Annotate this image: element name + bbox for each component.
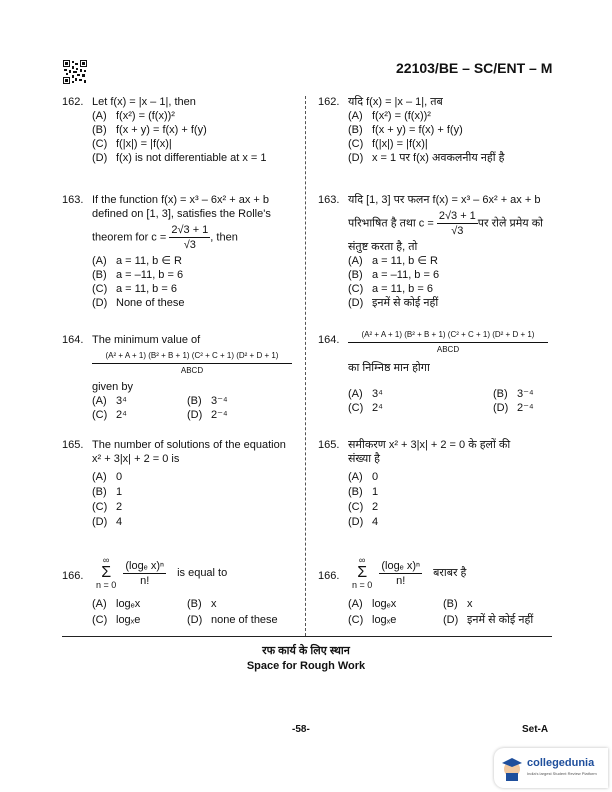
question-stem-line3: संतुष्ट करता है, तो bbox=[348, 241, 418, 253]
question-stem-line1: If the function f(x) = x³ – 6x² + ax + b bbox=[92, 194, 269, 206]
question-number: 163. bbox=[318, 194, 340, 206]
option-a[interactable]: (A) logₑx bbox=[92, 598, 141, 610]
question-number: 164. bbox=[62, 334, 84, 346]
option-c[interactable]: (C) 2 bbox=[92, 501, 123, 513]
question-stem-line2: given by bbox=[92, 381, 133, 393]
set-label: Set-A bbox=[522, 724, 549, 735]
option-d[interactable]: (D) इनमें से कोई नहीं bbox=[443, 614, 534, 626]
option-a[interactable]: (A) 0 bbox=[92, 471, 123, 483]
brand-tagline: India's largest Student Review Platform bbox=[527, 771, 597, 776]
option-a[interactable]: (A) f(x²) = (f(x))² bbox=[92, 110, 175, 122]
option-d[interactable]: (D) इनमें से कोई नहीं bbox=[348, 297, 439, 309]
option-b[interactable]: (B) 3⁻⁴ bbox=[187, 395, 228, 407]
watermark-logo bbox=[494, 748, 608, 788]
question-number: 165. bbox=[62, 439, 84, 451]
option-c[interactable]: (C) logₓe bbox=[348, 614, 397, 626]
question-number: 166. bbox=[318, 570, 340, 582]
option-b[interactable]: (B) x bbox=[187, 598, 217, 610]
option-a[interactable]: (A) a = 11, b ∈ R bbox=[92, 255, 182, 267]
option-c[interactable]: (C) f(|x|) = |f(x)| bbox=[348, 138, 428, 150]
question-stem-line2: परिभाषित है तथा c = $\frac{2√3 + 1}{√3}$ पर रोले प्रमेय को bbox=[348, 210, 544, 237]
question-number: 162. bbox=[62, 96, 84, 108]
option-d[interactable]: (D) none of these bbox=[187, 614, 278, 626]
question-stem-line2: x² + 3|x| + 2 = 0 is bbox=[92, 453, 180, 465]
question-number: 164. bbox=[318, 334, 340, 346]
option-c[interactable]: (C) f(|x|) = |f(x)| bbox=[92, 138, 172, 150]
option-a[interactable]: (A) 3⁴ bbox=[348, 388, 383, 400]
exam-code: 22103/BE – SC/ENT – M bbox=[396, 60, 553, 76]
question-stem: का निम्निष्ठ मान होगा bbox=[348, 362, 430, 374]
qr-code bbox=[63, 60, 87, 84]
question-number: 163. bbox=[62, 194, 84, 206]
question-stem-line2: defined on [1, 3], satisfies the Rolle's bbox=[92, 208, 271, 220]
option-c[interactable]: (C) 2⁴ bbox=[92, 409, 127, 421]
option-d[interactable]: (D) 2⁻⁴ bbox=[187, 409, 228, 421]
question-stem-line1: समीकरण x² + 3|x| + 2 = 0 के हलों की bbox=[348, 439, 511, 451]
question-stem: Let f(x) = |x – 1|, then bbox=[92, 96, 196, 108]
rough-work-title-en: Space for Rough Work bbox=[246, 660, 366, 672]
sigma-icon: ∞ Σ n = 0 bbox=[96, 555, 117, 590]
option-c[interactable]: (C) 2 bbox=[348, 501, 379, 513]
graduate-icon bbox=[500, 755, 524, 781]
fraction: $\frac{2√3 + 1}{√3}$ bbox=[171, 224, 209, 251]
option-b[interactable]: (B) 3⁻⁴ bbox=[493, 388, 534, 400]
column-divider bbox=[305, 96, 306, 636]
option-d[interactable]: (D) x = 1 पर f(x) अवकलनीय नहीं है bbox=[348, 152, 505, 164]
option-a[interactable]: (A) 3⁴ bbox=[92, 395, 127, 407]
option-c[interactable]: (C) logₓe bbox=[92, 614, 141, 626]
option-c[interactable]: (C) a = 11, b = 6 bbox=[92, 283, 177, 295]
option-a[interactable]: (A) f(x²) = (f(x))² bbox=[348, 110, 431, 122]
option-d[interactable]: (D) 4 bbox=[348, 516, 379, 528]
option-a[interactable]: (A) a = 11, b ∈ R bbox=[348, 255, 438, 267]
fraction: $\frac{\text{(A² + A + 1) (B² + B + 1) (C² + C + 1) (D² + D + 1)}}{\text{ABCD}}$ bbox=[92, 349, 292, 378]
option-d[interactable]: (D) 4 bbox=[92, 516, 123, 528]
question-number: 165. bbox=[318, 439, 340, 451]
option-c[interactable]: (C) 2⁴ bbox=[348, 402, 383, 414]
question-stem-line2: संख्या है bbox=[348, 453, 380, 465]
option-a[interactable]: (A) logₑx bbox=[348, 598, 397, 610]
question-stem: The minimum value of bbox=[92, 334, 201, 346]
option-d[interactable]: (D) None of these bbox=[92, 297, 185, 309]
option-b[interactable]: (B) a = –11, b = 6 bbox=[92, 269, 184, 281]
option-d[interactable]: (D) 2⁻⁴ bbox=[493, 402, 534, 414]
rough-work-divider bbox=[62, 636, 552, 637]
option-b[interactable]: (B) x bbox=[443, 598, 473, 610]
sigma-icon: ∞ Σ n = 0 bbox=[352, 555, 373, 590]
fraction: $\frac{\text{(A² + A + 1) (B² + B + 1) (C² + C + 1) (D² + D + 1)}}{\text{ABCD}}$ bbox=[348, 328, 588, 357]
brand-name: collegedunia bbox=[527, 757, 595, 769]
question-number: 166. bbox=[62, 570, 84, 582]
option-b[interactable]: (B) 1 bbox=[348, 486, 379, 498]
summation-expression: ∞ Σ n = 0 $\frac{\text{(logₑ x)ⁿ}}{n!}$ बराबर है bbox=[352, 555, 467, 590]
question-stem-line3: theorem for c = $\frac{2√3 + 1}{√3}$ , then bbox=[92, 224, 238, 251]
fraction: $\frac{2√3 + 1}{√3}$ bbox=[438, 210, 476, 237]
question-number: 162. bbox=[318, 96, 340, 108]
summation-expression: ∞ Σ n = 0 $\frac{\text{(logₑ x)ⁿ}}{n!}$ is equal to bbox=[96, 555, 228, 590]
rough-work-title-hi: रफ कार्य के लिए स्थान bbox=[262, 645, 350, 657]
option-b[interactable]: (B) f(x + y) = f(x) + f(y) bbox=[348, 124, 463, 136]
option-c[interactable]: (C) a = 11, b = 6 bbox=[348, 283, 433, 295]
option-d[interactable]: (D) f(x) is not differentiable at x = 1 bbox=[92, 152, 267, 164]
question-stem-line1: यदि [1, 3] पर फलन f(x) = x³ – 6x² + ax + b bbox=[348, 194, 541, 206]
page-number: -58- bbox=[292, 724, 310, 735]
option-a[interactable]: (A) 0 bbox=[348, 471, 379, 483]
option-b[interactable]: (B) a = –11, b = 6 bbox=[348, 269, 440, 281]
option-b[interactable]: (B) f(x + y) = f(x) + f(y) bbox=[92, 124, 207, 136]
question-stem: यदि f(x) = |x – 1|, तब bbox=[348, 96, 443, 108]
question-stem-line1: The number of solutions of the equation bbox=[92, 439, 286, 451]
option-b[interactable]: (B) 1 bbox=[92, 486, 123, 498]
